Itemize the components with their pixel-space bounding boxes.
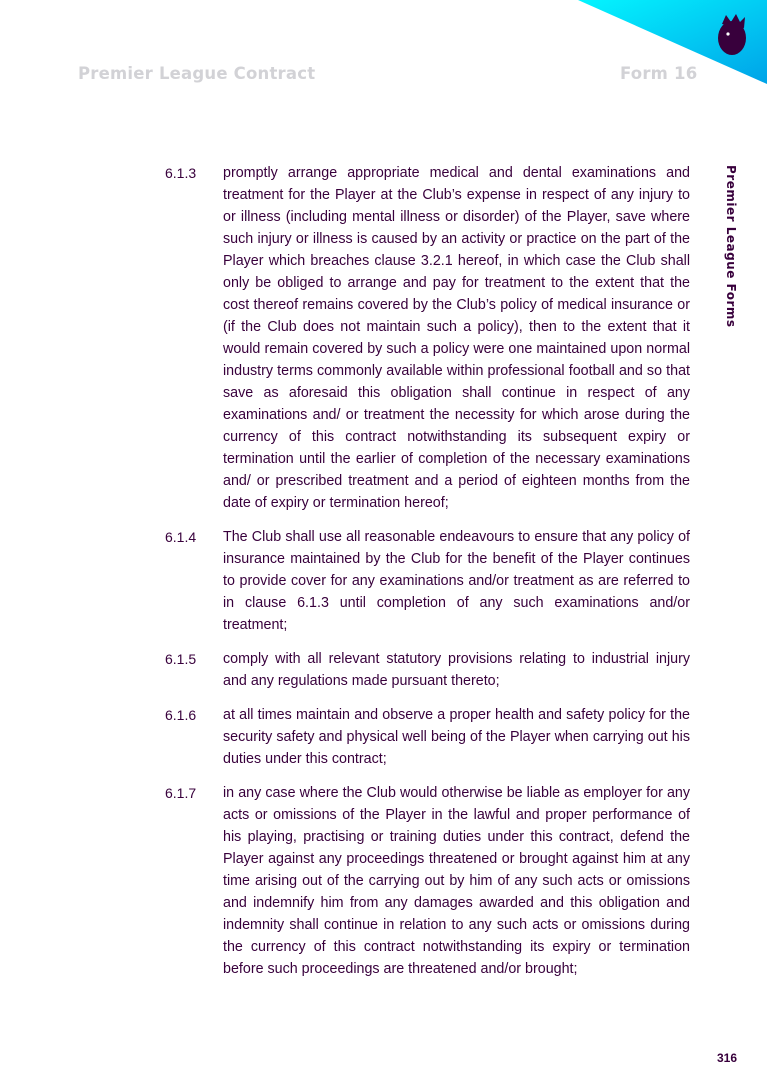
page-number: 316 [716, 1051, 737, 1065]
clause-6-1-6 [165, 704, 690, 770]
clause-number: 6.1.3 [165, 165, 197, 181]
clause-text: comply with all relevant statutory provisions relating to industrial injury and any regulations made pursuant thereto; [223, 651, 690, 689]
clause-6-1-4 [165, 526, 690, 636]
clause-text: The Club shall use all reasonable endeavours to ensure that any policy of insurance maintained by the Club for the benefit of the Player continues to provide cover for any examinations and/or treatment as are referred to in clause 6.1.3 until completion of any such examinations and/or treatment; [223, 529, 690, 633]
section-side-label: Premier League Forms [724, 165, 738, 328]
clause-number: 6.1.7 [165, 785, 197, 801]
clause-list [165, 162, 690, 992]
clause-text: at all times maintain and observe a proper health and safety policy for the security safety and physical well being of the Player when carrying out his duties under this contract; [223, 707, 690, 767]
clause-6-1-5 [165, 648, 690, 692]
clause-text: in any case where the Club would otherwise be liable as employer for any acts or omissions of the Player in the lawful and proper performance of his playing, practising or training duties under this contract, defend the Player against any proceedings threatened or brought against him at any time arising out of the carrying out by him of any such acts or omissions and indemnify him from any damages awarded and this obligation and indemnity shall continue in relation to any such acts or omissions during the currency of this contract notwithstanding its expiry or termination before such proceedings are threatened and/or brought; [223, 785, 690, 977]
form-number: Form 16 [620, 64, 698, 83]
clause-text: promptly arrange appropriate medical and dental examinations and treatment for the Player at the Club’s expense in respect of any injury to or illness (including mental illness or disorder) of the Player, save where such injury or illness is caused by an activity or practice on the part of the Player which breaches clause 3.2.1 hereof, in which case the Club shall only be obliged to arrange and pay for treatment to the extent that the cost thereof remains covered by the Club’s policy of medical insurance or (if the Club does not maintain such a policy), then to the extent that it would remain covered by such a policy were one maintained upon normal industry terms commonly available within professional football and so that save as aforesaid this obligation shall continue in respect of any examinations and/ or treatment the necessity for which arose during the currency of this contract notwithstanding its subsequent expiry or termination until the earlier of completion of the necessary examinations and/ or prescribed treatment and a period of eighteen months from the date of expiry or termination hereof; [223, 165, 690, 511]
clause-number: 6.1.5 [165, 651, 197, 667]
document-title: Premier League Contract [78, 64, 316, 83]
clause-number: 6.1.6 [165, 707, 197, 723]
clause-number: 6.1.4 [165, 529, 197, 545]
clause-6-1-3 [165, 162, 690, 514]
clause-6-1-7 [165, 782, 690, 980]
